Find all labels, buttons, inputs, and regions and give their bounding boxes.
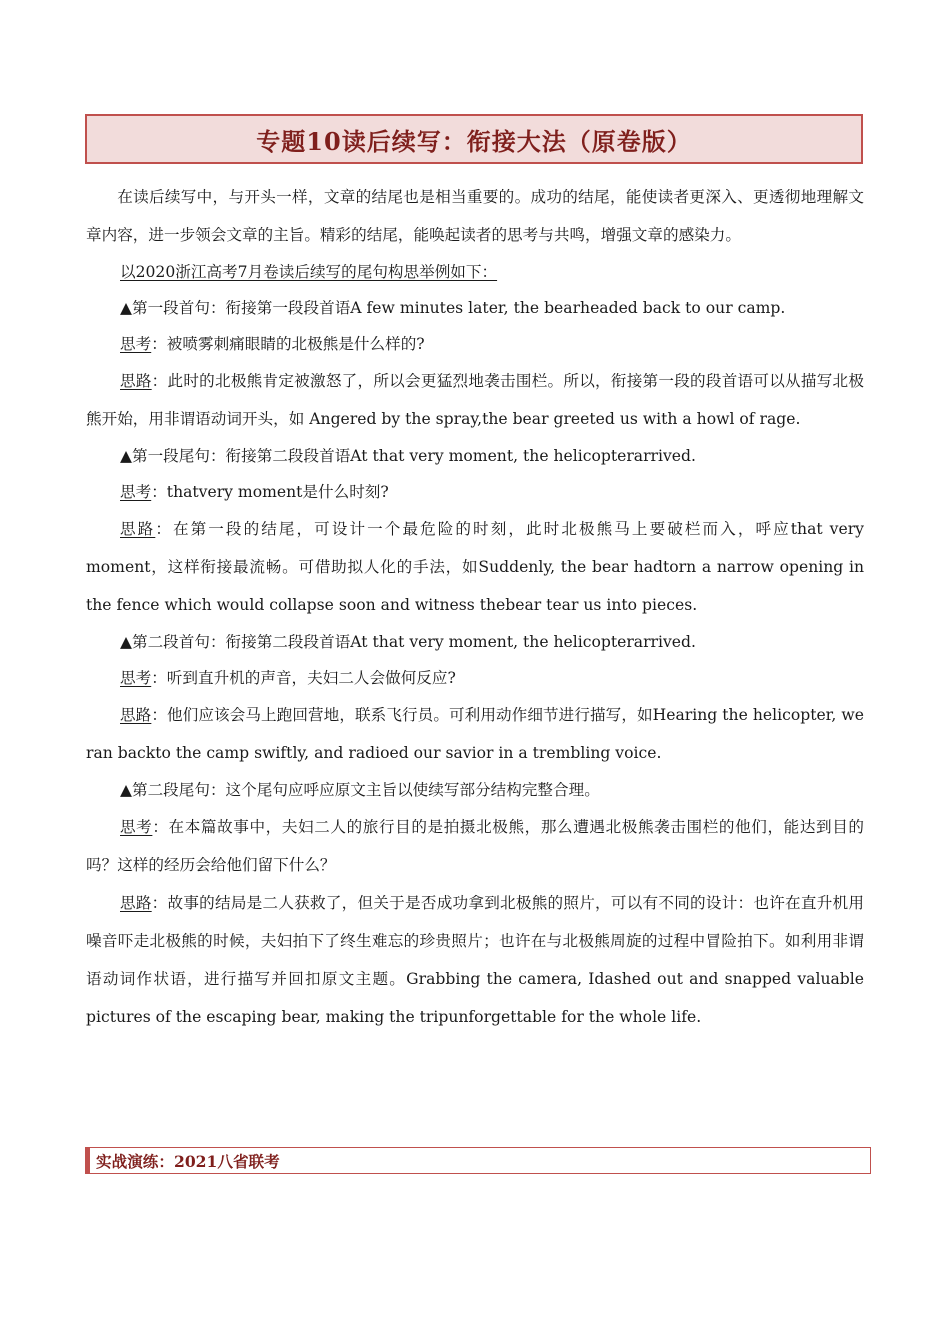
main-content [86,178,864,1036]
think-text: ：听到直升机的声音，夫妇二人会做何反应? [151,669,456,687]
idea-label: 思路 [120,894,152,912]
think-label: 思考 [120,483,152,501]
think-label: 思考 [120,669,152,687]
idea-text: ：他们应该会马上跑回营地，联系飞行员。可利用动作细节进行描写，如Hearing the helicopter, we ran backto the camp swiftly, and radioed our savior in a trembling voice. [86,706,864,762]
block-idea [86,362,864,438]
idea-text: ：故事的结局是二人获救了，但关于是否成功拿到北极熊的照片，可以有不同的设计：也许在直升机用噪音吓走北极熊的时候，夫妇拍下了终生难忘的珍贵照片；也许在与北极熊周旋的过程中冒险拍下。如利用非谓语动词作状语，进行描写并回扣原文主题。Grabbing the camera, Idashed out and snapped valuable pictures of the escaping bear, making the tripunforgettable for the whole life. [86,894,864,1026]
think-label: 思考 [120,335,152,353]
think-text: ：被喷雾刺痛眼睛的北极熊是什么样的? [151,335,425,353]
block-marker: ▲第一段尾句：衔接第二段段首语At that very moment, the helicopterarrived. [120,447,696,465]
example-heading [86,254,864,290]
block-idea [86,510,864,624]
block-marker: ▲第一段首句：衔接第一段段首语A few minutes later, the bearheaded back to our camp. [120,299,786,317]
block-marker: ▲第二段首句：衔接第二段段首语At that very moment, the helicopterarrived. [120,633,696,651]
block-marker: ▲第二段尾句：这个尾句应呼应原文主旨以使续写部分结构完整合理。 [120,781,600,799]
section-title: 实战演练：2021八省联考 [96,1151,280,1171]
idea-text: ：在第一段的结尾，可设计一个最危险的时刻，此时北极熊马上要破栏而入，呼应that very moment，这样衔接最流畅。可借助拟人化的手法，如Suddenly, the bear hadtorn a narrow opening in the fence which would collapse soon and witness thebear tear us into pieces. [86,520,864,614]
example-heading-text: 以2020浙江高考7月卷读后续写的尾句构思举例如下： [120,263,498,281]
block-think [86,808,864,884]
intro-paragraph: 在读后续写中，与开头一样，文章的结尾也是相当重要的。成功的结尾，能使读者更深入、更透彻地理解文章内容，进一步领会文章的主旨。精彩的结尾，能唤起读者的思考与共鸣，增强文章的感染力。 [86,188,864,244]
block-think [86,660,864,696]
idea-label: 思路 [120,706,152,724]
title-box [85,114,863,164]
block-think [86,474,864,510]
think-text: ：thatvery moment是什么时刻? [151,483,389,501]
think-text: ：在本篇故事中，夫妇二人的旅行目的是拍摄北极熊，那么遭遇北极熊袭击围栏的他们，能达到目的吗？这样的经历会给他们留下什么？ [86,818,864,874]
block-idea [86,696,864,772]
block-idea [86,884,864,1036]
think-label: 思考 [120,818,153,836]
block-think [86,326,864,362]
idea-text: ：此时的北极熊肯定被激怒了，所以会更猛烈地袭击围栏。所以，衔接第一段的段首语可以从描写北极熊开始，用非谓语动词开头，如 Angered by the spray,the bear greeted us with a howl of rage. [86,372,864,428]
page-title: 专题10读后续写：衔接大法（原卷版） [256,126,692,156]
idea-label: 思路 [120,372,152,390]
section-header [85,1147,871,1174]
idea-label: 思路 [120,520,156,538]
